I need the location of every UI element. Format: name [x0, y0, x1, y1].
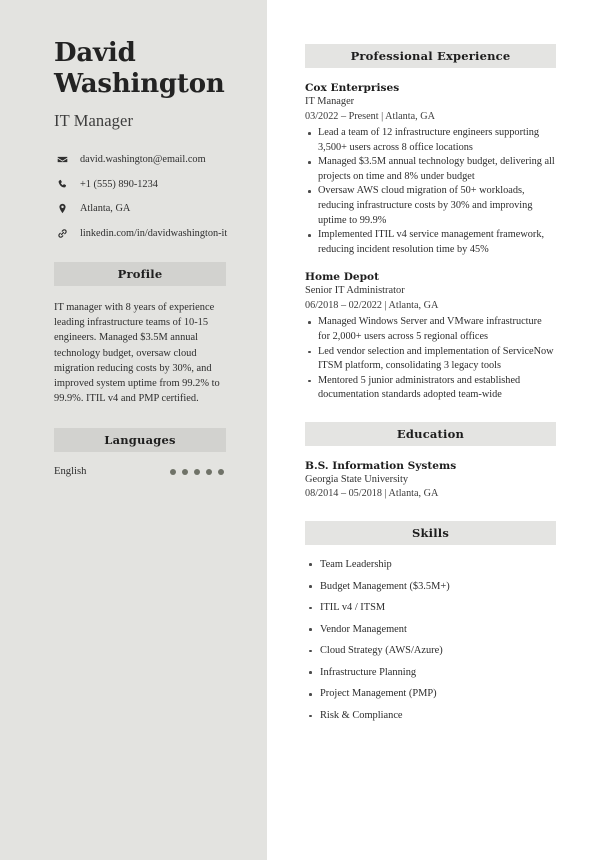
- employer-name: Cox Enterprises: [305, 82, 400, 94]
- experience-bullet: Oversaw AWS cloud migration of 50+ workloads, reducing infrastructure costs by 30% and improving uptime to 99.9%: [305, 184, 556, 228]
- location-pin-icon: [54, 203, 71, 214]
- language-name: English: [54, 466, 87, 478]
- level-dot: [170, 469, 176, 475]
- experience-entry: [305, 270, 556, 403]
- skill-item: Infrastructure Planning: [305, 666, 556, 680]
- skill-item: Risk & Compliance: [305, 709, 556, 723]
- skill-item: Cloud Strategy (AWS/Azure): [305, 644, 556, 658]
- candidate-job-title: IT Manager: [54, 111, 134, 130]
- experience-bullet: Managed Windows Server and VMware infrastructure for 2,000+ users across 5 regional offices: [305, 315, 556, 344]
- experience-entry: [305, 81, 556, 257]
- language-item: [54, 466, 226, 477]
- level-dot: [206, 469, 212, 475]
- degree-name: B.S. Information Systems: [305, 459, 457, 472]
- contact-item-linkedin[interactable]: [54, 227, 245, 241]
- phone-icon: [54, 179, 71, 190]
- skill-item: ITIL v4 / ITSM: [305, 601, 556, 615]
- section-experience: [305, 44, 556, 403]
- skills-section-heading: Skills: [305, 521, 556, 545]
- contact-item-phone: [54, 178, 245, 192]
- employment-role: Senior IT Administrator: [305, 285, 405, 297]
- experience-bullet: Managed $3.5M annual technology budget, delivering all projects on time and 8% under budget: [305, 155, 556, 184]
- skills-list: [305, 558, 556, 723]
- contact-phone-text: +1 (555) 890-1234: [80, 178, 158, 190]
- experience-bullet: Implemented ITIL v4 service management framework, reducing incident resolution time by 45%: [305, 228, 556, 257]
- skill-item: Vendor Management: [305, 623, 556, 637]
- contact-email-text: david.washington@email.com: [80, 154, 206, 165]
- level-dot: [194, 469, 200, 475]
- level-dot: [182, 469, 188, 475]
- sidebar: [0, 0, 267, 860]
- experience-bullet-list: [305, 315, 556, 403]
- experience-bullet: Lead a team of 12 infrastructure engineers supporting 3,500+ users across 8 office locations: [305, 126, 556, 155]
- language-level-dots: [170, 469, 226, 475]
- envelope-icon: [54, 154, 71, 165]
- contact-item-email: [54, 153, 245, 167]
- experience-bullet-list: [305, 126, 556, 257]
- link-icon: [54, 228, 71, 239]
- education-dates-location: 08/2014 – 05/2018 | Atlanta, GA: [305, 488, 439, 500]
- employment-dates-location: 06/2018 – 02/2022 | Atlanta, GA: [305, 299, 439, 311]
- name-first: David: [54, 38, 136, 68]
- languages-section-heading: Languages: [54, 428, 226, 452]
- experience-bullet: Led vendor selection and implementation of ServiceNow ITSM platform, consolidating 3 legacy tools: [305, 345, 556, 374]
- contact-list: [54, 153, 245, 240]
- education-entry: [305, 459, 556, 502]
- skill-item: Budget Management ($3.5M+): [305, 580, 556, 594]
- name-last: Washington: [54, 69, 225, 99]
- employment-dates-location: 03/2022 – Present | Atlanta, GA: [305, 110, 435, 122]
- section-education: [305, 422, 556, 502]
- section-skills: [305, 521, 556, 723]
- employment-role: IT Manager: [305, 96, 355, 107]
- employer-name: Home Depot: [305, 271, 380, 284]
- education-section-heading: Education: [305, 422, 556, 446]
- experience-section-heading: Professional Experience: [305, 44, 556, 68]
- contact-location-text: Atlanta, GA: [80, 203, 131, 214]
- experience-bullet: Mentored 5 junior administrators and established documentation standards adopted team-wide: [305, 374, 556, 403]
- skill-item: Project Management (PMP): [305, 687, 556, 701]
- contact-linkedin-text: linkedin.com/in/davidwashington-it: [80, 227, 228, 239]
- main-column: [267, 0, 608, 860]
- level-dot: [218, 469, 224, 475]
- school-name: Georgia State University: [305, 473, 409, 485]
- profile-summary-text: IT manager with 8 years of experience leading infrastructure teams of 10-15 engineers. Managed $3.5M annual technology budget, oversaw cloud migration reducing costs by 30%, and improved system uptime from 99.2% to 99.9%. ITIL v4 and PMP certified.: [54, 302, 220, 405]
- profile-section-heading: Profile: [54, 262, 226, 286]
- contact-item-location: [54, 202, 245, 216]
- skill-item: Team Leadership: [305, 558, 556, 572]
- candidate-name: [54, 38, 245, 100]
